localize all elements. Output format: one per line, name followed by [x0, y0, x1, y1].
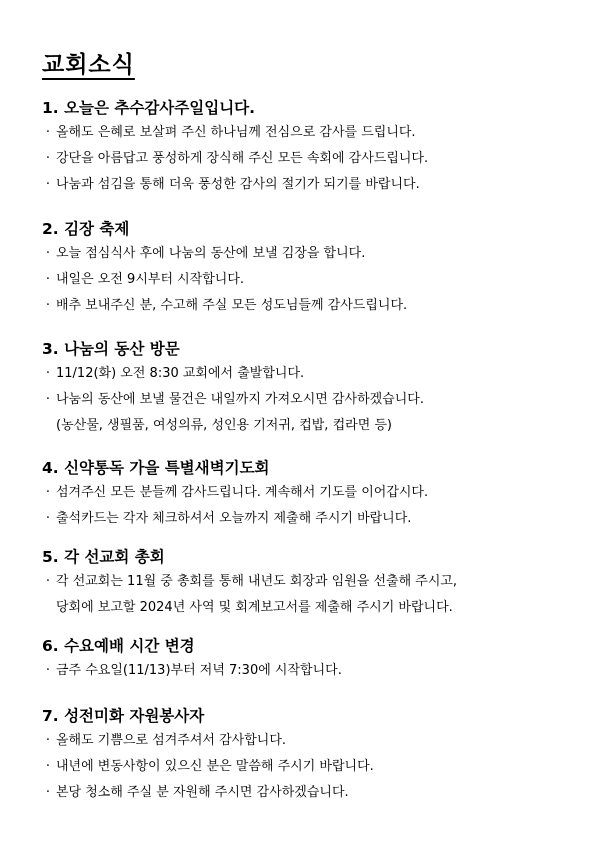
bullet-mark: · — [45, 785, 51, 800]
bullet-mark: · — [45, 125, 51, 140]
news-section-3 — [42, 337, 582, 439]
list-item: · 강단을 아름답고 풍성하게 장식해 주신 모든 속회에 감사드립니다. — [42, 146, 582, 172]
list-item: · 금주 수요일(11/13)부터 저녁 7:30에 시작합니다. — [42, 658, 582, 684]
bullet-mark: · — [45, 392, 51, 407]
bullet-mark: · — [45, 759, 51, 774]
bullet-mark: · — [45, 733, 51, 748]
news-section-4 — [42, 456, 582, 532]
bullet-mark: · — [45, 298, 51, 313]
section-heading: 3. 나눔의 동산 방문 — [42, 340, 180, 358]
section-heading: 4. 신약통독 가을 특별새벽기도회 — [42, 459, 270, 477]
list-item: · 각 선교회는 11월 중 총회를 통해 내년도 회장과 임원을 선출해 주시고, — [42, 569, 582, 595]
list-item: · 내년에 변동사항이 있으신 분은 말씀해 주시기 바랍니다. — [42, 754, 582, 780]
bullet-mark: · — [45, 663, 51, 678]
list-item: · 올해도 은혜로 보살펴 주신 하나님께 전심으로 감사를 드립니다. — [42, 120, 582, 146]
list-item: · 섬겨주신 모든 분들께 감사드립니다. 계속해서 기도를 이어갑시다. — [42, 480, 582, 506]
list-item: · 나눔의 동산에 보낼 물건은 내일까지 가져오시면 감사하겠습니다. — [42, 387, 582, 413]
bullet-mark: · — [45, 177, 51, 192]
section-heading: 7. 성전미화 자원봉사자 — [42, 707, 205, 725]
section-heading: 6. 수요예배 시간 변경 — [42, 637, 195, 655]
list-item-continuation: 당회에 보고할 2024년 사역 및 회계보고서를 제출해 주시기 바랍니다. — [56, 600, 453, 615]
bullet-mark: · — [45, 574, 51, 589]
list-item: · 본당 청소해 주실 분 자원해 주시면 감사하겠습니다. — [42, 780, 582, 806]
list-item: · 내일은 오전 9시부터 시작합니다. — [42, 267, 582, 293]
list-item-continuation: (농산물, 생필품, 여성의류, 성인용 기저귀, 컵밥, 컵라면 등) — [56, 418, 393, 433]
bullet-mark: · — [45, 366, 51, 381]
list-item: · 올해도 기쁨으로 섬겨주셔서 감사합니다. — [42, 728, 582, 754]
list-item: · 11/12(화) 오전 8:30 교회에서 출발합니다. — [42, 361, 582, 387]
list-item: · 출석카드는 각자 체크하셔서 오늘까지 제출해 주시기 바랍니다. — [42, 506, 582, 532]
section-heading: 1. 오늘은 추수감사주일입니다. — [42, 99, 256, 117]
list-item: · 배추 보내주신 분, 수고해 주실 모든 성도님들께 감사드립니다. — [42, 293, 582, 319]
bullet-mark: · — [45, 511, 51, 526]
news-section-7 — [42, 704, 582, 806]
news-section-1 — [42, 96, 582, 198]
page-title: 교회소식 — [42, 52, 135, 78]
bullet-mark: · — [45, 272, 51, 287]
list-item: · 오늘 점심식사 후에 나눔의 동산에 보낼 김장을 합니다. — [42, 241, 582, 267]
section-heading: 5. 각 선교회 총회 — [42, 548, 165, 566]
news-section-5 — [42, 545, 582, 621]
section-heading: 2. 김장 축제 — [42, 220, 130, 238]
bullet-mark: · — [45, 485, 51, 500]
bullet-mark: · — [45, 246, 51, 261]
news-section-2 — [42, 217, 582, 319]
bullet-mark: · — [45, 151, 51, 166]
news-section-6 — [42, 634, 582, 684]
list-item: · 나눔과 섬김을 통해 더욱 풍성한 감사의 절기가 되기를 바랍니다. — [42, 172, 582, 198]
